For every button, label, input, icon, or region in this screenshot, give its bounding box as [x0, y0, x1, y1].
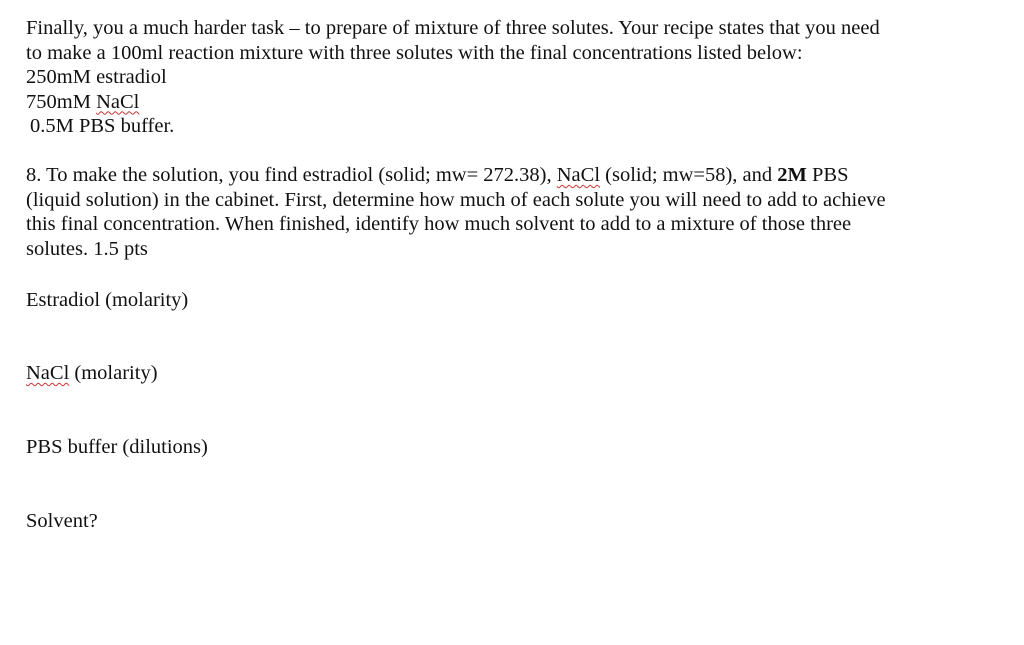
spellcheck-nacl: NaCl	[556, 164, 601, 186]
spellcheck-nacl: NaCl	[96, 90, 140, 113]
spellcheck-nacl: NaCl	[26, 362, 70, 384]
prompt-solvent: Solvent?	[26, 510, 98, 532]
prompt-estradiol: Estradiol (molarity)	[26, 289, 189, 311]
intro-line-1: Finally, you a much harder task – to prepare of mixture of three solutes. Your recipe states that you need	[26, 17, 880, 39]
question-line-4: solutes. 1.5 pts	[26, 237, 148, 260]
prompt-nacl: NaCl (molarity)	[26, 362, 158, 384]
prompt-pbs: PBS buffer (dilutions)	[26, 436, 208, 458]
question-line-3: this final concentration. When finished, identify how much solvent to add to a mixture of those three	[26, 213, 852, 235]
question-line-1: 8. To make the solution, you find estradiol (solid; mw= 272.38), NaCl (solid; mw=58), and 2M PBS	[26, 164, 849, 186]
bold-2m: 2M	[777, 164, 807, 186]
concentration-nacl: 750mM NaCl	[26, 90, 140, 113]
intro-line-2: to make a 100ml reaction mixture with three solutes with the final concentrations listed below:	[26, 41, 803, 64]
question-line-2: (liquid solution) in the cabinet. First, determine how much of each solute you will need to add to achieve	[26, 188, 886, 211]
intro-paragraph	[26, 16, 986, 139]
concentration-pbs: 0.5M PBS buffer.	[30, 115, 175, 137]
concentration-estradiol: 250mM estradiol	[26, 66, 167, 88]
question-paragraph	[26, 163, 986, 261]
